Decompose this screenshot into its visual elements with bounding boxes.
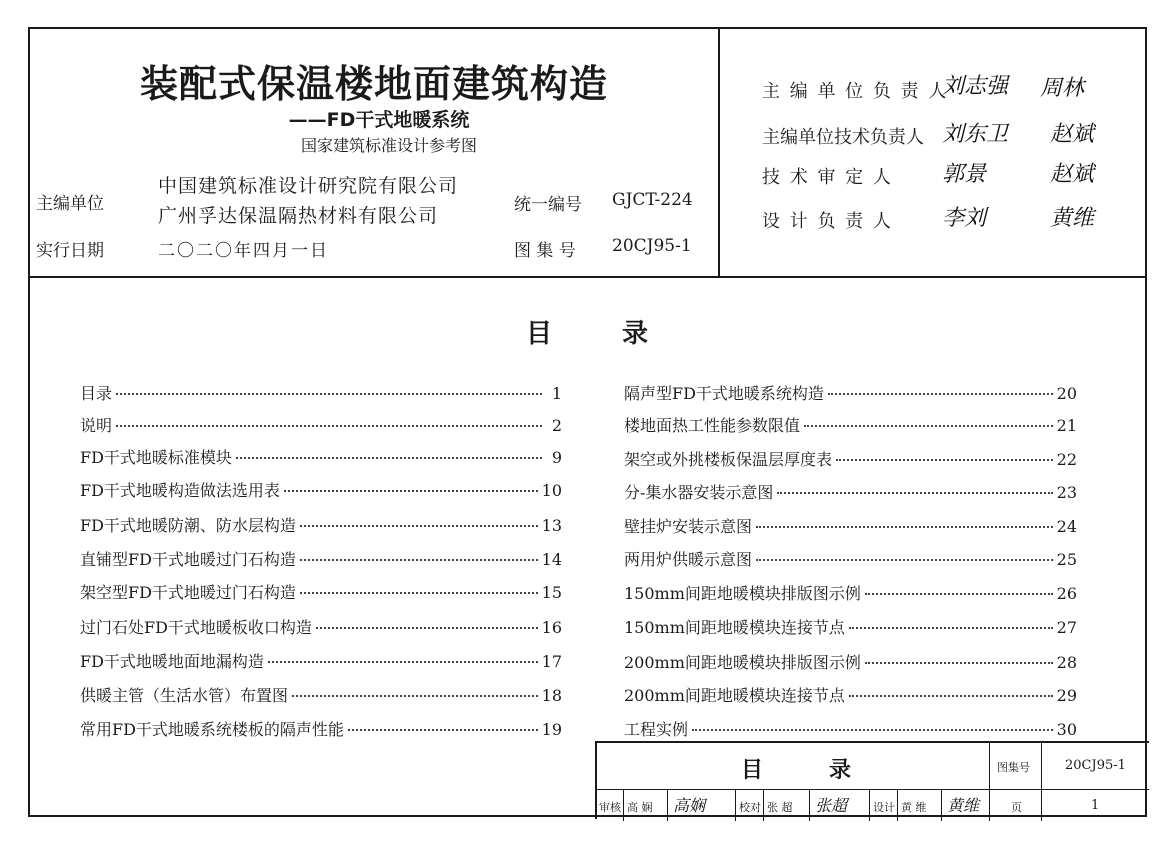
toc-heading-right: 录 bbox=[622, 319, 649, 349]
responsible-label-design: 设 计 负 责 人 bbox=[762, 211, 893, 232]
toc-item[interactable]: 200mm间距地暖模块排版图示例 28 bbox=[624, 653, 1077, 672]
toc-item[interactable]: 两用炉供暖示意图 25 bbox=[624, 550, 1077, 569]
code-label: 统一编号 bbox=[514, 195, 582, 215]
editor-unit-label: 主编单位 bbox=[36, 194, 104, 214]
toc-item[interactable]: FD干式地暖构造做法选用表 10 bbox=[80, 481, 562, 500]
toc-item[interactable]: 楼地面热工性能参数限值 21 bbox=[624, 416, 1077, 435]
toc-item[interactable]: 工程实例 30 bbox=[624, 720, 1077, 739]
title-block-atlas-label: 图集号 bbox=[997, 761, 1030, 774]
toc-item[interactable]: 说明 2 bbox=[80, 416, 562, 435]
editor-unit-2: 广州孚达保温隔热材料有限公司 bbox=[158, 205, 439, 227]
title-block bbox=[595, 741, 1149, 819]
toc-item[interactable]: 直铺型FD干式地暖过门石构造 14 bbox=[80, 550, 562, 569]
code-value: GJCT-224 bbox=[612, 190, 693, 210]
toc-item[interactable]: 过门石处FD干式地暖板收口构造 16 bbox=[80, 618, 562, 637]
toc-item[interactable]: 隔声型FD干式地暖系统构造 20 bbox=[624, 384, 1077, 403]
signature: 赵斌 bbox=[1050, 122, 1095, 147]
toc-item[interactable]: 供暖主管（生活水管）布置图 18 bbox=[80, 686, 562, 705]
title-block-heading-right: 录 bbox=[829, 758, 852, 783]
date-label: 实行日期 bbox=[36, 241, 104, 261]
toc-item[interactable]: 分-集水器安装示意图 23 bbox=[624, 483, 1077, 502]
signature: 周林 bbox=[1040, 76, 1085, 101]
responsible-label-chief: 主 编 单 位 负 责 人 bbox=[762, 81, 949, 102]
check-label: 校对 bbox=[739, 801, 761, 814]
signature: 刘东卫 bbox=[942, 122, 1009, 147]
header-divider bbox=[30, 276, 1145, 278]
toc-item[interactable]: 架空或外挑楼板保温层厚度表 22 bbox=[624, 450, 1077, 469]
signature: 黄维 bbox=[947, 796, 980, 815]
signature: 郭景 bbox=[942, 162, 987, 187]
sub-title-reference: 国家建筑标准设计参考图 bbox=[300, 136, 477, 155]
toc-item[interactable]: FD干式地暖标准模块 9 bbox=[80, 448, 562, 467]
signature: 刘志强 bbox=[942, 74, 1009, 99]
review-label: 审核 bbox=[599, 801, 621, 814]
editor-unit-1: 中国建筑标准设计研究院有限公司 bbox=[158, 175, 459, 197]
toc-item[interactable]: 壁挂炉安装示意图 24 bbox=[624, 517, 1077, 536]
toc-item[interactable]: 150mm间距地暖模块连接节点 27 bbox=[624, 618, 1077, 637]
title-block-page-label: 页 bbox=[1011, 801, 1022, 814]
design-name: 黄 维 bbox=[901, 801, 927, 814]
atlas-value: 20CJ95-1 bbox=[612, 236, 692, 256]
drawing-frame bbox=[28, 27, 1147, 817]
signature: 张超 bbox=[815, 796, 848, 815]
signature: 李刘 bbox=[942, 206, 987, 231]
toc-item[interactable]: 200mm间距地暖模块连接节点 29 bbox=[624, 686, 1077, 705]
date-value: 二〇二〇年四月一日 bbox=[158, 241, 329, 261]
toc-item[interactable]: 常用FD干式地暖系统楼板的隔声性能 19 bbox=[80, 720, 562, 739]
signature: 赵斌 bbox=[1050, 162, 1095, 187]
toc-heading-left: 目 bbox=[526, 319, 553, 349]
design-label: 设计 bbox=[873, 801, 895, 814]
toc-item[interactable]: 150mm间距地暖模块排版图示例 26 bbox=[624, 584, 1077, 603]
sub-title: ——FD干式地暖系统 bbox=[288, 109, 470, 131]
main-title: 装配式保温楼地面建筑构造 bbox=[139, 62, 608, 106]
responsible-label-tech: 主编单位技术负责人 bbox=[762, 127, 924, 148]
check-name: 张 超 bbox=[767, 801, 793, 814]
title-block-atlas-value: 20CJ95-1 bbox=[1065, 758, 1126, 773]
responsible-label-review: 技 术 审 定 人 bbox=[762, 167, 893, 188]
signature: 高娴 bbox=[673, 796, 706, 815]
header-vertical-divider bbox=[718, 29, 720, 276]
atlas-label: 图 集 号 bbox=[514, 241, 576, 261]
title-block-page-value: 1 bbox=[1091, 798, 1100, 813]
toc-item[interactable]: 架空型FD干式地暖过门石构造 15 bbox=[80, 583, 562, 602]
toc-item[interactable]: 目录 1 bbox=[80, 384, 562, 403]
signature: 黄维 bbox=[1050, 206, 1095, 231]
toc-item[interactable]: FD干式地暖防潮、防水层构造 13 bbox=[80, 516, 562, 535]
toc-item[interactable]: FD干式地暖地面地漏构造 17 bbox=[80, 652, 562, 671]
review-name: 高 娴 bbox=[627, 801, 653, 814]
title-block-heading-left: 目 bbox=[741, 758, 764, 783]
